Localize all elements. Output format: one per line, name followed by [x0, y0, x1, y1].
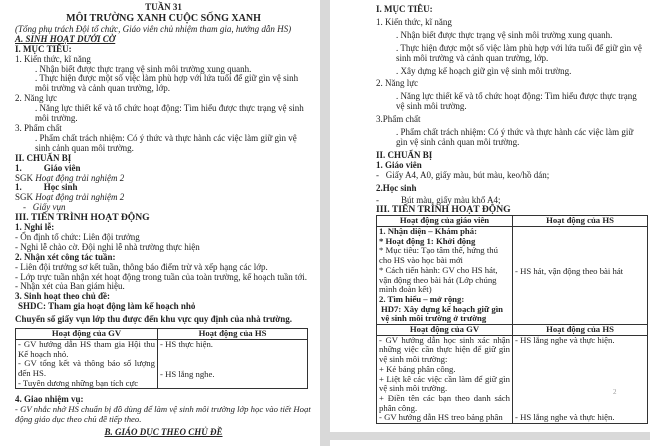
part2-heading: 2. Tìm hiểu – mở rộng: [379, 293, 465, 304]
label: Học sinh [43, 182, 78, 193]
task-body: GV nhắc nhở HS chuẩn bị đồ dùng để làm vệ sinh môi trường lớp học vào tiết Hoạt động giáo dục theo chủ đề tiếp theo. [15, 404, 311, 425]
sgk: SGK [15, 172, 34, 183]
part1-heading: 1. Nhận diện – Khám phá: [379, 226, 478, 237]
section-b-heading: B. GIÁO DỤC THEO CHỦ ĐỀ [104, 427, 223, 438]
ceremony-heading: 1. Nghi lễ: [15, 222, 55, 233]
ability-heading: 2. Năng lực [15, 93, 58, 104]
document-page-next [330, 440, 650, 446]
document-page-left [0, 0, 320, 446]
number: 1. [15, 182, 22, 193]
knowledge-text: Xây dựng kế hoạch giữ gìn vệ sinh môi trường. [400, 65, 572, 76]
item-text: Giấy vụn [32, 202, 66, 213]
ceremony-item: - Ổn định tổ chức: Liên đội trưởng [15, 231, 140, 242]
book-title: Hoạt động trải nghiệm 2 [35, 192, 125, 203]
process-heading: III. TIẾN TRÌNH HOẠT ĐỘNG [15, 212, 150, 224]
table-row [377, 227, 648, 325]
activity-table [15, 328, 308, 389]
table-row [377, 335, 648, 423]
student-heading: 2.Học sinh [376, 182, 417, 193]
task-text: - GV nhắc nhở HS chuẩn bị đồ dùng để làm vệ sinh môi trường lớp học vào tiết Hoạt động giáo dục theo chủ đề tiếp theo. [15, 404, 311, 425]
quality-item: . Phẩm chất trách nhiệm: Có ý thức và thực hành các việc làm giữ gìn vệ sinh cảnh quan môi trường. [35, 132, 297, 153]
ability-heading: 2. Năng lực [376, 78, 419, 89]
table-header: Hoạt động của HS [158, 329, 308, 340]
book-title: Hoạt động trải nghiệm 2 [35, 172, 125, 183]
item-text: Bút màu, giấy màu khổ A4; [401, 194, 501, 205]
quality-heading: 3.Phẩm chất [376, 114, 421, 125]
knowledge-item: . Thực hiện được một số việc làm phù hợp với lứa tuổi để giữ gìn vệ sinh môi trường và cảnh quan trường, lớp. [35, 73, 299, 94]
ability-item: . Năng lực thiết kế và tổ chức hoạt động: Tìm hiểu được thực trạng vệ sinh môi trường. [35, 103, 304, 124]
hs-item: - HS lắng nghe và thực hiện. [515, 334, 615, 345]
quality-item: . Phẩm chất trách nhiệm: Có ý thức và thực hành các việc làm giữ gìn vệ sinh cảnh quan môi trường. [396, 127, 634, 147]
gv-item: + Kẻ bảng phân công. [379, 363, 456, 374]
goal-text: * Mục tiêu: Tạo tâm thế, hứng thú cho HS vào học bài mới [379, 245, 498, 266]
activity1-heading: * Hoạt động 1: Khởi động [379, 235, 476, 246]
review-heading: 2. Nhận xét công tác tuần: [15, 251, 116, 262]
student-item: - Giấy vụn [23, 202, 66, 213]
knowledge-text: Nhận biết được thực trạng vệ sinh môi trường xung quanh. [400, 29, 613, 40]
lesson-subtitle: (Tổng phụ trách Đội tổ chức, Giáo viên chủ nhiệm tham gia, hướng dẫn HS) [15, 23, 292, 34]
table-subheader: Hoạt động của HS [513, 325, 648, 336]
item-text: Giấy A4, A0, giấy màu, bút màu, keo/hồ dán; [385, 169, 550, 180]
review-item: - Liên đội trưởng sơ kết tuần, thông báo điểm trừ và xếp hạng các lớp. [15, 261, 268, 272]
gv-item: - Tuyên dương những bạn tích cực [18, 377, 139, 388]
table-header: Hoạt động của HS [513, 216, 648, 227]
instruction: Chuyển số giấy vụn lớp thu được đến khu vực quy định của nhà trường. [15, 314, 292, 325]
hs-item: - HS hát, vận động theo bài hát [515, 266, 624, 277]
page-number: 2 [613, 387, 617, 396]
number: 1. [15, 162, 22, 173]
knowledge-item: . Nhận biết được thực trạng vệ sinh môi trường xung quanh. [35, 63, 252, 74]
review-item: - Lớp trực tuần nhận xét hoạt động trong tuần của toàn trường, kế hoạch tuần tới. [15, 271, 307, 282]
objectives-heading: I. MỤC TIÊU: [376, 4, 433, 14]
week-label: TUẦN 31 [145, 2, 182, 12]
quality-text: Phẩm chất trách nhiệm: Có ý thức và thực hành các việc làm giữ gìn vệ sinh cảnh quan môi trường. [396, 127, 634, 147]
table-header: Hoạt động của giáo viên [377, 216, 513, 227]
prep-heading: II. CHUẨN BỊ [15, 152, 72, 163]
gv-item: - GV hướng dẫn học sinh xác nhận những việc cần thực hiện để giữ gìn vệ sinh môi trường: [379, 334, 510, 365]
task-heading: 4. Giao nhiệm vụ: [15, 394, 84, 405]
gv-item: + Điền tên các bạn theo danh sách phân công. [379, 392, 510, 413]
quality-text: Phẩm chất trách nhiệm: Có ý thức và thực hành các việc làm giữ gìn vệ sinh cảnh quan môi trường. [35, 132, 297, 153]
section-a-heading: A. SINH HOẠT DƯỚI CỜ [15, 33, 116, 44]
gv-item: - GV hướng dẫn HS treo bảng phân [379, 412, 503, 423]
activity-table [376, 215, 648, 424]
hs-item: - HS thực hiện. [160, 338, 213, 349]
ability-text: Năng lực thiết kế và tổ chức hoạt động: Tìm hiểu được thực trạng vệ sinh môi trường. [396, 91, 637, 112]
hs-item: - HS lắng nghe. [160, 368, 215, 379]
knowledge-heading: 1. Kiến thức, kĩ năng [15, 53, 91, 64]
label: Giáo viên [43, 162, 81, 173]
hs-item: - HS lắng nghe và thực hiện. [515, 412, 615, 423]
knowledge-text: Thực hiện được một số việc làm phù hợp với lứa tuổi để giữ gìn vệ sinh môi trường và cảnh quan trường, lớp. [35, 73, 299, 94]
knowledge-text: Thực hiện được một số việc làm phù hợp với lứa tuổi để giữ gìn vệ sinh môi trường và cảnh quan trường, lớp. [396, 42, 642, 63]
gv-item: + Liệt kê các việc cần làm để giữ gìn vệ sinh môi trường. [379, 373, 510, 394]
sgk: SGK [15, 192, 34, 203]
quality-heading: 3. Phẩm chất [15, 122, 62, 133]
review-item: - Nhận xét của Ban giám hiệu. [15, 281, 125, 292]
prep-heading: II. CHUẨN BỊ [376, 149, 433, 160]
knowledge-heading: 1. Kiến thức, kĩ năng [376, 16, 452, 27]
knowledge-item: . Nhận biết được thực trạng vệ sinh môi trường xung quanh. [396, 29, 613, 40]
document-page-right [330, 0, 650, 432]
objectives-heading: I. MỤC TIÊU: [15, 43, 72, 54]
method-text: * Cách tiến hành: GV cho HS hát, vận động theo bài hát (Lớp chúng mình đoàn kết) [379, 264, 498, 295]
table-subheader: Hoạt động của GV [377, 325, 513, 336]
lesson-title: MÔI TRƯỜNG XANH CUỘC SỐNG XANH [66, 12, 261, 24]
student-item: - Bút màu, giấy màu khổ A4; [376, 194, 501, 205]
ability-item: . Năng lực thiết kế và tổ chức hoạt động: Tìm hiểu được thực trạng vệ sinh môi trường. [396, 91, 637, 112]
teacher-item: - Giấy A4, A0, giấy màu, bút màu, keo/hồ dán; [376, 169, 550, 180]
table-row [16, 339, 308, 389]
gv-item: - GV hướng dẫn HS tham gia Hội thu Kế hoạch nhỏ. [18, 338, 155, 359]
ceremony-item: - Nghi lễ chào cờ. Đội nghi lễ nhà trường thực hiện [15, 241, 200, 252]
knowledge-text: Nhận biết được thực trạng vệ sinh môi trường xung quanh. [39, 63, 252, 74]
knowledge-item: . Xây dựng kế hoạch giữ gìn vệ sinh môi trường. [396, 65, 572, 76]
hd7-heading: HD7: Xây dựng kế hoạch giữ gìn vệ sinh môi trường ở trường [381, 303, 503, 324]
teacher-heading: 1. Giáo viên [376, 159, 422, 170]
knowledge-item: . Thực hiện được một số việc làm phù hợp với lứa tuổi để giữ gìn vệ sinh môi trường và cảnh quan trường, lớp. [396, 42, 642, 63]
gv-item: - GV tổng kết và thông báo số lượng đến HS. [18, 358, 155, 378]
ability-text: Năng lực thiết kế và tổ chức hoạt động: Tìm hiểu được thực trạng vệ sinh môi trường. [35, 103, 304, 124]
topic-heading: 3. Sinh hoạt theo chủ đề: [15, 291, 111, 302]
process-heading: III. TIẾN TRÌNH HOẠT ĐỘNG [376, 204, 511, 216]
table-header: Hoạt động của GV [16, 329, 158, 340]
shdc-heading: SHDC: Tham gia hoạt động làm kế hoạch nhỏ [18, 301, 196, 312]
